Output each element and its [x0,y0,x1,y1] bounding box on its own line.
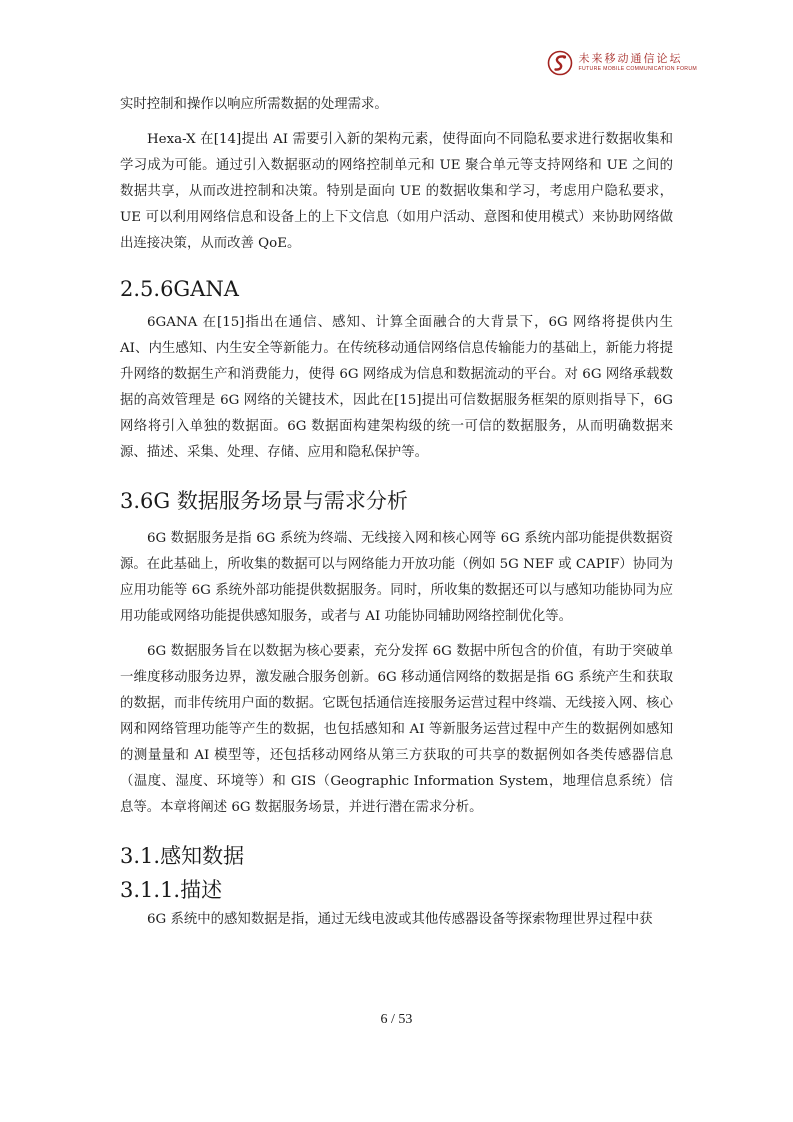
page-body [120,92,673,933]
heading-section-3: 3.6G 数据服务场景与需求分析 [120,489,408,513]
logo-text [579,53,697,72]
page-number: 6 / 53 [380,1012,413,1027]
heading-3-1: 3.1.感知数据 [120,844,245,868]
paragraph-continued: 实时控制和操作以响应所需数据的处理需求。 [120,97,388,112]
paragraph-sensing-data: 6G 系统中的感知数据是指，通过无线电波或其他传感器设备等探索物理世界过程中获 [147,912,653,927]
paragraph-6g-data-service-definition: 6G 数据服务是指 6G 系统为终端、无线接入网和核心网等 6G 系统内部功能提供数据资源。在此基础上，所收集的数据可以与网络能力开放功能（例如 5G NEF 或 CAPIF）协同为应用功能等 6G 系统外部功能提供数据服务。同时，所收集的数据还可以与感知功能协同为应用功能或网络功能提供感知服务，或者与 AI 功能协同辅助网络控制优化等。 [120,531,673,624]
heading-2-5-6gana: 2.5.6GANA [120,277,239,301]
logo-english-name: FUTURE MOBILE COMMUNICATION FORUM [578,66,697,73]
forum-logo-icon [547,50,573,76]
paragraph-hexa-x: Hexa-X 在[14]提出 AI 需要引入新的架构元素，使得面向不同隐私要求进行数据收集和学习成为可能。通过引入数据驱动的网络控制单元和 UE 聚合单元等支持网络和 UE 之间的数据共享，从而改进控制和决策。特别是面向 UE 的数据收集和学习，考虑用户隐私要求，UE 可以利用网络信息和设备上的上下文信息（如用户活动、意图和使用模式）来协助网络做出连接决策，从而改善 QoE。 [120,132,673,251]
heading-3-1-1: 3.1.1.描述 [120,878,223,902]
logo-chinese-name: 未来移动通信论坛 [578,52,683,66]
page-header [547,50,697,76]
paragraph-6gana: 6GANA 在[15]指出在通信、感知、计算全面融合的大背景下，6G 网络将提供内生 AI、内生感知、内生安全等新能力。在传统移动通信网络信息传输能力的基础上，新能力将提升网络的数据生产和消费能力，使得 6G 网络成为信息和数据流动的平台。对 6G 网络承载数据的高效管理是 6G 网络的关键技术，因此在[15]提出可信数据服务框架的原则指导下，6G 网络将引入单独的数据面。6G 数据面构建架构级的统一可信的数据服务，从而明确数据来源、描述、采集、处理、存储、应用和隐私保护等。 [120,315,673,460]
paragraph-6g-data-service-goal: 6G 数据服务旨在以数据为核心要素，充分发挥 6G 数据中所包含的价值，有助于突破单一维度移动服务边界，激发融合服务创新。6G 移动通信网络的数据是指 6G 系统产生和获取的数据，而非传统用户面的数据。它既包括通信连接服务运营过程中终端、无线接入网、核心网和网络管理功能等产生的数据，也包括感知和 AI 等新服务运营过程中产生的数据例如感知的测量量和 AI 模型等，还包括移动网络从第三方获取的可共享的数据例如各类传感器信息（温度、湿度、环境等）和 GIS（Geographic Information System，地理信息系统）信息等。本章将阐述 6G 数据服务场景，并进行潜在需求分析。 [120,644,673,815]
